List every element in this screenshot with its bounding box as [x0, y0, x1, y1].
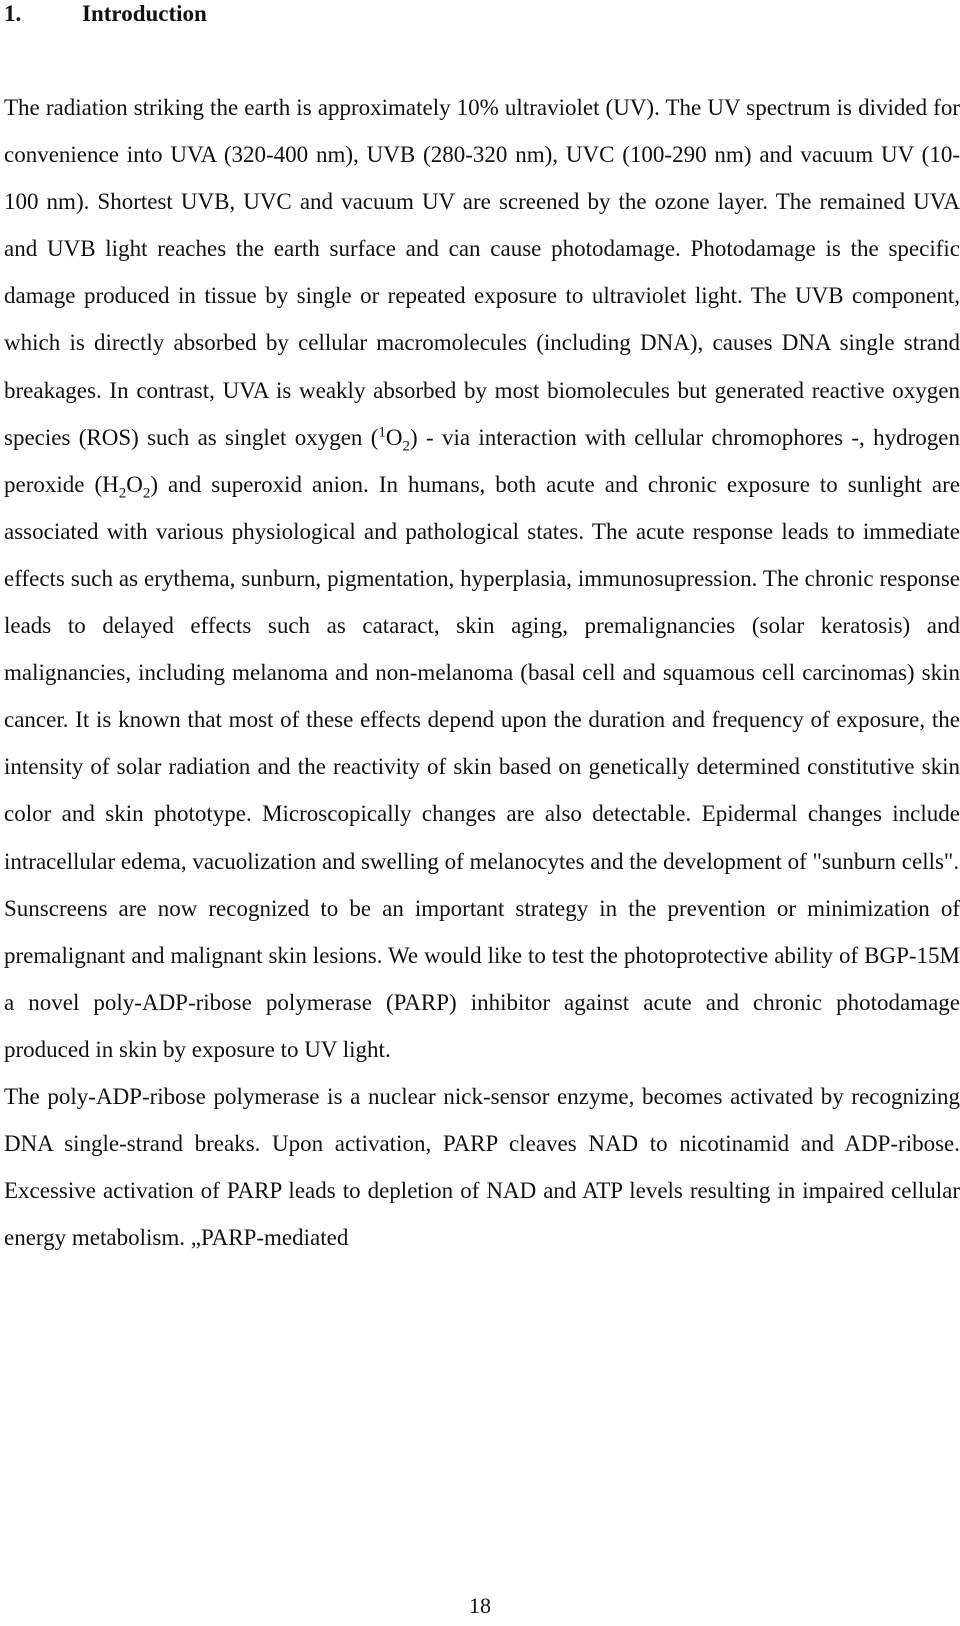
paragraph-text: ) and superoxid anion. In humans, both acute and chronic exposure to sunlight are associated with various physiological and pathological states. The acute response leads to immediate effects such as erythema, sunburn, pigmentation, hyperplasia, immunosupression. The chronic response leads to delayed effects such as cataract, skin aging, premalignancies (solar keratosis) and malignancies, including melanoma and non-melanoma (basal cell and squamous cell carcinomas) skin cancer. It is known that most of these effects depend upon the duration and frequency of exposure, the intensity of solar radiation and the reactivity of skin based on genetically determined constitutive skin color and skin phototype. Microscopically changes are also detectable. Epidermal changes include intracellular edema, vacuolization and swelling of melanocytes and the development of "sunburn cells". [4, 471, 960, 874]
subscript: 2 [142, 485, 151, 502]
page-number: 18 [469, 1593, 491, 1618]
body-text [4, 84, 960, 1261]
section-heading [4, 0, 207, 28]
paragraph-uv-radiation [4, 84, 960, 885]
paragraph-text: The radiation striking the earth is approximately 10% ultraviolet (UV). The UV spectrum is divided for convenience into UVA (320-400 nm), UVB (280-320 nm), UVC (100-290 nm) and vacuum UV (10-100 nm). Shortest UVB, UVC and vacuum UV are screened by the ozone layer. The remained UVA and UVB light reaches the earth surface and can cause photodamage. Photodamage is the specific damage produced in tissue by single or repeated exposure to ultraviolet light. The UVB component, which is directly absorbed by cellular macromolecules (including DNA), causes DNA single strand breakages. In contrast, UVA is weakly absorbed by most biomolecules but generated reactive oxygen species (ROS) such as singlet oxygen ( [4, 95, 960, 450]
section-number: 1. [4, 1, 22, 26]
superscript: 1 [378, 424, 386, 440]
subscript: 2 [118, 485, 127, 502]
subscript: 2 [402, 438, 411, 455]
paragraph-parp: The poly-ADP-ribose polymerase is a nuclear nick-sensor enzyme, becomes activated by recognizing DNA single-strand breaks. Upon activation, PARP cleaves NAD to nicotinamid and ADP-ribose. Excessive activation of PARP leads to depletion of NAD and ATP levels resulting in impaired cellular energy metabolism. „PARP-mediated [4, 1083, 960, 1251]
paragraph-text: O [385, 424, 403, 450]
section-title: Introduction [82, 1, 207, 26]
paragraph-text: O [126, 471, 143, 497]
paragraph-sunscreens: Sunscreens are now recognized to be an important strategy in the prevention or minimization of premalignant and malignant skin lesions. We would like to test the photoprotective ability of BGP-15M a novel poly-ADP-ribose polymerase (PARP) inhibitor against acute and chronic photodamage produced in skin by exposure to UV light. [4, 895, 960, 1062]
paragraph-text: ) - via interaction with cellular chromophores -, hydrogen peroxide (H [4, 424, 960, 497]
